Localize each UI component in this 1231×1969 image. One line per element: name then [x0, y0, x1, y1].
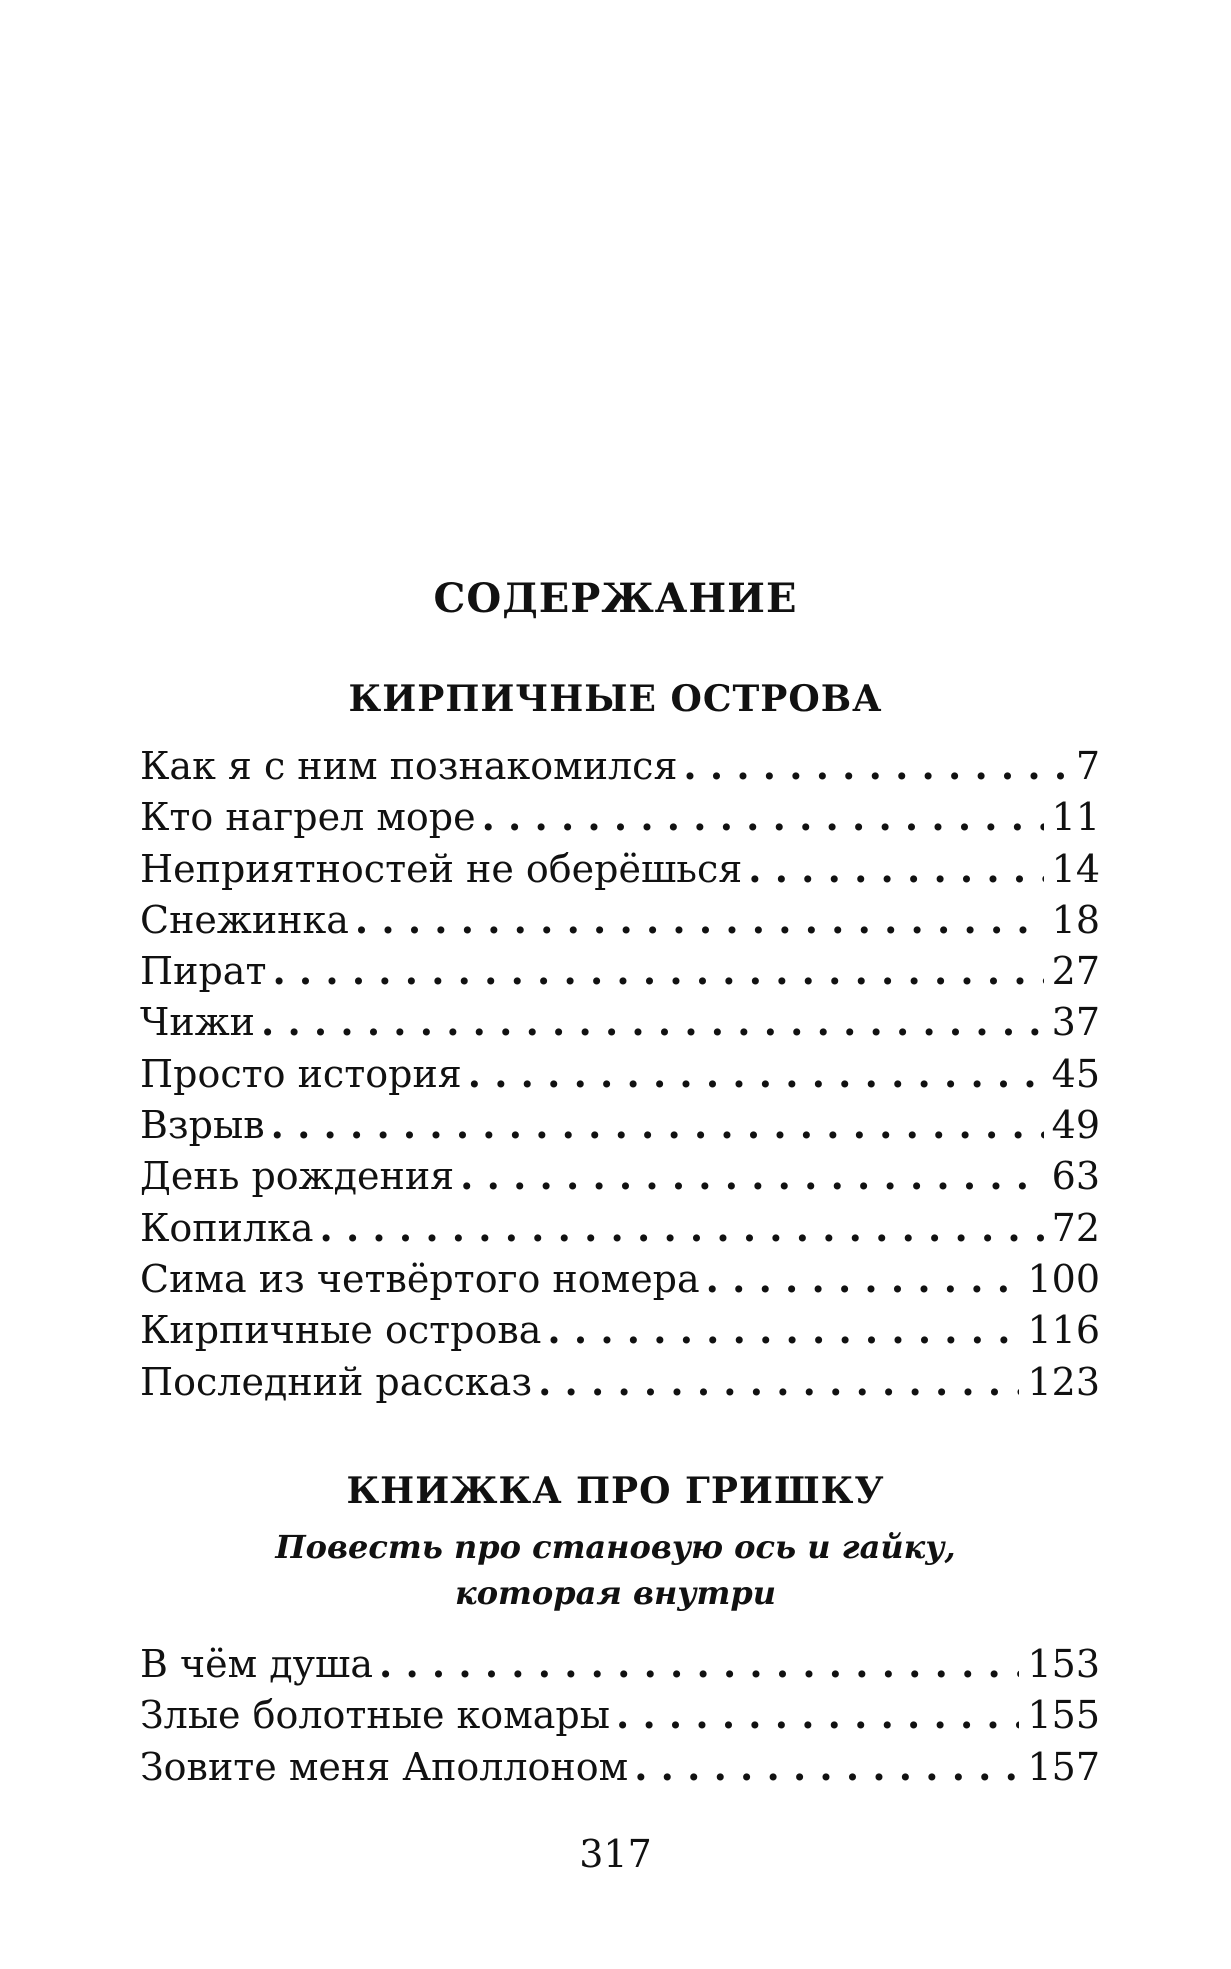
toc-entry	[140, 743, 1100, 794]
toc-entry-page: 27	[1051, 949, 1100, 994]
toc-entry-page: 116	[1027, 1308, 1100, 1353]
dot-leader	[706, 1256, 1020, 1301]
dot-leader	[547, 1307, 1019, 1352]
toc-entry-title: Чижи	[140, 1000, 255, 1045]
toc-entry-page: 157	[1027, 1744, 1100, 1789]
toc-entry-page: 63	[1051, 1154, 1100, 1199]
toc-list-section-2	[140, 1641, 1100, 1795]
toc-entry-title: Сима из четвёртого номера	[140, 1256, 700, 1301]
section-heading-knizhka-pro-grishku: КНИЖКА ПРО ГРИШКУ	[346, 1470, 885, 1512]
dot-leader	[272, 948, 1043, 993]
toc-entry-title: Кирпичные острова	[140, 1308, 542, 1353]
toc-entry	[140, 1051, 1100, 1102]
toc-entry-title: Зовите меня Аполлоном	[140, 1744, 629, 1789]
toc-entry-title: Снежинка	[140, 897, 349, 942]
dot-leader	[468, 1051, 1044, 1096]
toc-entry-title: Последний рассказ	[140, 1359, 533, 1404]
dot-leader	[683, 743, 1067, 788]
dot-leader	[271, 1102, 1044, 1147]
toc-entry-title: Неприятностей не оберёшься	[140, 846, 743, 891]
dot-leader	[379, 1641, 1019, 1686]
toc-entry	[140, 1102, 1100, 1153]
toc-entry-page: 11	[1051, 795, 1100, 840]
toc-entry-page: 123	[1027, 1359, 1100, 1404]
dot-leader	[261, 999, 1044, 1044]
toc-entry-title: Взрыв	[140, 1103, 265, 1148]
dot-leader	[320, 1205, 1044, 1250]
dot-leader	[482, 794, 1044, 839]
toc-entry-page: 14	[1051, 846, 1100, 891]
toc-entry-page: 37	[1051, 1000, 1100, 1045]
toc-entry	[140, 1153, 1100, 1204]
toc-entry	[140, 1641, 1100, 1692]
page-number: 317	[579, 1832, 652, 1876]
toc-entry-title: Копилка	[140, 1205, 314, 1250]
dot-leader	[355, 897, 1044, 942]
toc-entry-page: 155	[1027, 1693, 1100, 1738]
toc-entry-title: В чём душа	[140, 1642, 373, 1686]
section-heading-kirpichnye-ostrova: КИРПИЧНЫЕ ОСТРОВА	[348, 678, 883, 720]
section-subtitle-line-2: которая внутри	[455, 1574, 776, 1612]
toc-entry	[140, 794, 1100, 845]
dot-leader	[616, 1692, 1019, 1737]
toc-entry	[140, 948, 1100, 999]
toc-entry-title: Кто нагрел море	[140, 795, 476, 840]
toc-entry-page: 49	[1051, 1103, 1100, 1148]
toc-entry-page: 7	[1075, 744, 1100, 788]
toc-entry-page: 72	[1051, 1205, 1100, 1250]
toc-entry-title: День рождения	[140, 1154, 455, 1199]
toc-entry	[140, 897, 1100, 948]
toc-entry-title: Пират	[140, 949, 267, 994]
dot-leader	[748, 846, 1043, 891]
toc-entry	[140, 1744, 1100, 1795]
toc-list-section-1	[140, 743, 1100, 1410]
toc-entry-page: 18	[1051, 897, 1100, 942]
toc-entry-page: 153	[1027, 1642, 1100, 1686]
toc-entry-title: Злые болотные комары	[140, 1693, 610, 1738]
dot-leader	[460, 1153, 1043, 1198]
page-title: СОДЕРЖАНИЕ	[433, 575, 798, 622]
toc-entry	[140, 1307, 1100, 1358]
toc-entry-page: 45	[1051, 1051, 1100, 1096]
toc-entry	[140, 999, 1100, 1050]
toc-entry	[140, 846, 1100, 897]
dot-leader	[538, 1359, 1019, 1404]
toc-entry-title: Просто история	[140, 1051, 462, 1096]
toc-entry	[140, 1359, 1100, 1410]
toc-entry	[140, 1205, 1100, 1256]
dot-leader	[634, 1744, 1019, 1789]
section-subtitle-line-1: Повесть про становую ось и гайку,	[275, 1528, 956, 1566]
toc-entry	[140, 1692, 1100, 1743]
toc-entry-page: 100	[1027, 1256, 1100, 1301]
toc-entry-title: Как я с ним познакомился	[140, 744, 678, 788]
toc-entry	[140, 1256, 1100, 1307]
